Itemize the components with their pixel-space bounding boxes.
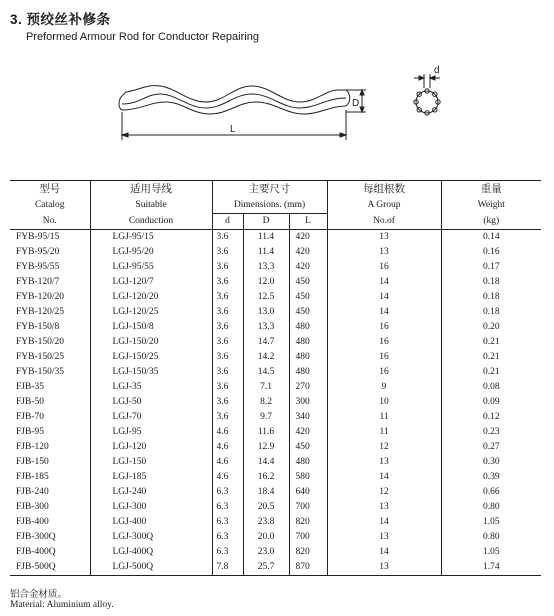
col-suitable-en2: Conduction bbox=[90, 214, 212, 230]
cell-D: 13.3 bbox=[243, 260, 289, 275]
cell-d: 4.6 bbox=[212, 440, 243, 455]
cell-suitable: LGJ-95/55 bbox=[90, 260, 212, 275]
cell-d: 3.6 bbox=[212, 380, 243, 395]
col-group-cn: 每组根数 bbox=[327, 181, 441, 199]
cell-d: 6.3 bbox=[212, 500, 243, 515]
cell-group: 16 bbox=[327, 365, 441, 380]
cell-L: 700 bbox=[289, 500, 327, 515]
cell-catalog: FJB-300Q bbox=[10, 530, 90, 545]
cell-D: 8.2 bbox=[243, 395, 289, 410]
cell-suitable: LGJ-240 bbox=[90, 485, 212, 500]
col-weight-cn: 重量 bbox=[441, 181, 541, 199]
table-row bbox=[10, 350, 541, 365]
table-row bbox=[10, 410, 541, 425]
cell-L: 450 bbox=[289, 305, 327, 320]
cell-weight: 1.05 bbox=[482, 547, 500, 557]
cell-catalog: FYB-120/20 bbox=[10, 290, 90, 305]
col-suitable-cn: 适用导线 bbox=[90, 181, 212, 199]
armour-rod-drawing bbox=[0, 60, 554, 160]
cell-weight: 0.18 bbox=[482, 277, 500, 287]
cell-weight: 0.80 bbox=[482, 502, 500, 512]
cell-L: 270 bbox=[289, 380, 327, 395]
cell-weight: 0.14 bbox=[482, 232, 500, 242]
cell-L: 820 bbox=[289, 515, 327, 530]
cell-catalog: FYB-95/55 bbox=[10, 260, 90, 275]
cell-catalog: FJB-50 bbox=[10, 395, 90, 410]
cell-D: 20.0 bbox=[243, 530, 289, 545]
cell-L: 450 bbox=[289, 440, 327, 455]
table-row bbox=[10, 335, 541, 350]
cell-suitable: LGJ-400Q bbox=[90, 545, 212, 560]
cell-suitable: LGJ-120/7 bbox=[90, 275, 212, 290]
cell-suitable: LGJ-150/25 bbox=[90, 350, 212, 365]
cell-d: 3.6 bbox=[212, 230, 243, 246]
cell-D: 11.4 bbox=[243, 245, 289, 260]
cell-D: 12.9 bbox=[243, 440, 289, 455]
cell-suitable: LGJ-500Q bbox=[90, 560, 212, 576]
cell-D: 18.4 bbox=[243, 485, 289, 500]
cell-D: 9.7 bbox=[243, 410, 289, 425]
cell-group: 14 bbox=[327, 290, 441, 305]
cell-d: 3.6 bbox=[212, 260, 243, 275]
cell-group: 14 bbox=[327, 305, 441, 320]
cell-suitable: LGJ-120/20 bbox=[90, 290, 212, 305]
col-dim-D: D bbox=[243, 214, 289, 230]
table-row bbox=[10, 230, 541, 246]
cell-D: 23.0 bbox=[243, 545, 289, 560]
cell-D: 20.5 bbox=[243, 500, 289, 515]
cell-d: 3.6 bbox=[212, 320, 243, 335]
cell-D: 14.5 bbox=[243, 365, 289, 380]
table-row bbox=[10, 365, 541, 380]
cell-weight: 0.17 bbox=[482, 262, 500, 272]
cell-weight: 0.18 bbox=[482, 307, 500, 317]
table-row bbox=[10, 455, 541, 470]
cell-catalog: FYB-150/35 bbox=[10, 365, 90, 380]
cell-group: 14 bbox=[327, 515, 441, 530]
cell-D: 14.4 bbox=[243, 455, 289, 470]
cell-weight: 0.23 bbox=[482, 427, 500, 437]
cell-weight: 0.16 bbox=[482, 247, 500, 257]
table-row bbox=[10, 425, 541, 440]
table-row bbox=[10, 380, 541, 395]
col-group-en: A Group bbox=[327, 198, 441, 214]
cell-D: 23.8 bbox=[243, 515, 289, 530]
cell-L: 820 bbox=[289, 545, 327, 560]
col-weight-en2: (kg) bbox=[441, 214, 541, 230]
cell-L: 450 bbox=[289, 290, 327, 305]
table-row bbox=[10, 440, 541, 455]
cell-suitable: LGJ-95/15 bbox=[90, 230, 212, 246]
cell-L: 480 bbox=[289, 350, 327, 365]
cell-weight: 1.05 bbox=[482, 517, 500, 527]
table-row bbox=[10, 515, 541, 530]
rod-right-end bbox=[346, 90, 350, 106]
rod-wave-inner bbox=[122, 94, 346, 108]
col-dim-L: L bbox=[289, 214, 327, 230]
cell-catalog: FJB-400 bbox=[10, 515, 90, 530]
table-row bbox=[10, 305, 541, 320]
cell-L: 450 bbox=[289, 275, 327, 290]
cell-L: 480 bbox=[289, 320, 327, 335]
cell-L: 420 bbox=[289, 260, 327, 275]
cell-group: 16 bbox=[327, 260, 441, 275]
cell-catalog: FJB-240 bbox=[10, 485, 90, 500]
cell-group: 16 bbox=[327, 320, 441, 335]
rod-lower-edge bbox=[122, 102, 346, 114]
cell-group: 16 bbox=[327, 350, 441, 365]
cell-group: 10 bbox=[327, 395, 441, 410]
cell-suitable: LGJ-120/25 bbox=[90, 305, 212, 320]
section-subtitle: Preformed Armour Rod for Conductor Repairing bbox=[26, 31, 259, 43]
cell-catalog: FYB-150/8 bbox=[10, 320, 90, 335]
cell-weight: 0.09 bbox=[482, 397, 500, 407]
table-row bbox=[10, 395, 541, 410]
col-catalog-cn: 型号 bbox=[10, 181, 90, 199]
cell-catalog: FYB-120/25 bbox=[10, 305, 90, 320]
cell-D: 13.3 bbox=[243, 320, 289, 335]
cell-d: 6.3 bbox=[212, 515, 243, 530]
cell-weight: 0.12 bbox=[482, 412, 500, 422]
cell-d: 3.6 bbox=[212, 335, 243, 350]
cell-suitable: LGJ-95/20 bbox=[90, 245, 212, 260]
cell-suitable: LGJ-120 bbox=[90, 440, 212, 455]
col-group-en2: No.of bbox=[327, 214, 441, 230]
cell-group: 13 bbox=[327, 230, 441, 246]
cell-d: 6.3 bbox=[212, 545, 243, 560]
cell-suitable: LGJ-150/20 bbox=[90, 335, 212, 350]
cell-suitable: LGJ-150/8 bbox=[90, 320, 212, 335]
col-dimensions-en: Dimensions. (mm) bbox=[212, 198, 327, 214]
table-row bbox=[10, 260, 541, 275]
cell-suitable: LGJ-300Q bbox=[90, 530, 212, 545]
cell-d: 7.8 bbox=[212, 560, 243, 576]
section-title: 3. 预绞丝补修条 bbox=[10, 12, 111, 27]
cell-d: 4.6 bbox=[212, 455, 243, 470]
label-D: D bbox=[352, 98, 360, 109]
cell-d: 3.6 bbox=[212, 365, 243, 380]
cell-L: 420 bbox=[289, 245, 327, 260]
cell-weight: 0.27 bbox=[482, 442, 500, 452]
label-L: L bbox=[230, 124, 236, 135]
cell-weight: 0.66 bbox=[482, 487, 500, 497]
cell-suitable: LGJ-150 bbox=[90, 455, 212, 470]
cell-suitable: LGJ-50 bbox=[90, 395, 212, 410]
table-row bbox=[10, 275, 541, 290]
cell-weight: 0.18 bbox=[482, 292, 500, 302]
col-dimensions-cn: 主要尺寸 bbox=[212, 181, 327, 199]
cell-L: 420 bbox=[289, 230, 327, 246]
cell-d: 6.3 bbox=[212, 530, 243, 545]
cell-D: 13.0 bbox=[243, 305, 289, 320]
cell-catalog: FJB-95 bbox=[10, 425, 90, 440]
col-suitable-en: Suitable bbox=[90, 198, 212, 214]
cell-L: 870 bbox=[289, 560, 327, 576]
cell-group: 14 bbox=[327, 275, 441, 290]
cell-D: 14.2 bbox=[243, 350, 289, 365]
cell-suitable: LGJ-95 bbox=[90, 425, 212, 440]
cell-weight: 0.21 bbox=[482, 367, 500, 377]
label-d: d bbox=[434, 65, 440, 76]
cell-suitable: LGJ-150/35 bbox=[90, 365, 212, 380]
cell-d: 6.3 bbox=[212, 485, 243, 500]
col-dim-d: d bbox=[212, 214, 243, 230]
cell-D: 16.2 bbox=[243, 470, 289, 485]
cell-catalog: FYB-120/7 bbox=[10, 275, 90, 290]
cell-group: 11 bbox=[327, 425, 441, 440]
cell-catalog: FYB-150/25 bbox=[10, 350, 90, 365]
cell-d: 3.6 bbox=[212, 410, 243, 425]
table-row bbox=[10, 545, 541, 560]
cell-catalog: FJB-150 bbox=[10, 455, 90, 470]
cell-d: 3.6 bbox=[212, 395, 243, 410]
cell-group: 12 bbox=[327, 485, 441, 500]
spec-table bbox=[10, 180, 541, 576]
cell-L: 340 bbox=[289, 410, 327, 425]
cell-group: 11 bbox=[327, 410, 441, 425]
cell-D: 11.4 bbox=[243, 230, 289, 246]
cell-group: 14 bbox=[327, 470, 441, 485]
table-row bbox=[10, 290, 541, 305]
cell-D: 14.7 bbox=[243, 335, 289, 350]
cell-L: 640 bbox=[289, 485, 327, 500]
cell-catalog: FJB-70 bbox=[10, 410, 90, 425]
cell-D: 12.5 bbox=[243, 290, 289, 305]
cell-catalog: FYB-95/20 bbox=[10, 245, 90, 260]
cell-D: 11.6 bbox=[243, 425, 289, 440]
col-weight-en: Weight bbox=[477, 200, 505, 211]
cell-catalog: FJB-35 bbox=[10, 380, 90, 395]
cell-L: 300 bbox=[289, 395, 327, 410]
cell-d: 3.6 bbox=[212, 305, 243, 320]
cell-suitable: LGJ-35 bbox=[90, 380, 212, 395]
cell-suitable: LGJ-70 bbox=[90, 410, 212, 425]
col-catalog-en2: No. bbox=[10, 214, 90, 230]
cell-group: 9 bbox=[327, 380, 441, 395]
footnote-material-cn: 铝合金材质。 bbox=[10, 590, 68, 600]
table-row bbox=[10, 485, 541, 500]
cell-d: 3.6 bbox=[212, 245, 243, 260]
cell-catalog: FJB-400Q bbox=[10, 545, 90, 560]
rod-left-end bbox=[119, 96, 122, 110]
col-catalog-en: Catalog bbox=[10, 198, 90, 214]
cell-d: 4.6 bbox=[212, 470, 243, 485]
cell-D: 12.0 bbox=[243, 275, 289, 290]
cell-weight: 0.20 bbox=[482, 322, 500, 332]
cross-section-icon bbox=[416, 91, 438, 113]
cell-d: 4.6 bbox=[212, 425, 243, 440]
cell-L: 480 bbox=[289, 365, 327, 380]
cell-weight: 0.08 bbox=[482, 382, 500, 392]
cell-L: 480 bbox=[289, 335, 327, 350]
cell-d: 3.6 bbox=[212, 350, 243, 365]
cell-group: 13 bbox=[327, 455, 441, 470]
cell-group: 16 bbox=[327, 335, 441, 350]
table-row bbox=[10, 470, 541, 485]
cell-weight: 0.21 bbox=[482, 352, 500, 362]
table-row bbox=[10, 320, 541, 335]
cell-group: 13 bbox=[327, 500, 441, 515]
cell-suitable: LGJ-185 bbox=[90, 470, 212, 485]
table-row bbox=[10, 530, 541, 545]
table-row bbox=[10, 560, 541, 576]
cell-group: 14 bbox=[327, 545, 441, 560]
cell-catalog: FJB-500Q bbox=[10, 560, 90, 576]
cell-catalog: FJB-185 bbox=[10, 470, 90, 485]
cell-catalog: FJB-120 bbox=[10, 440, 90, 455]
cell-group: 12 bbox=[327, 440, 441, 455]
cell-d: 3.6 bbox=[212, 290, 243, 305]
cell-weight: 1.74 bbox=[441, 560, 541, 576]
cell-L: 580 bbox=[289, 470, 327, 485]
cell-D: 25.7 bbox=[243, 560, 289, 576]
cell-group: 13 bbox=[327, 560, 441, 576]
cell-d: 3.6 bbox=[212, 275, 243, 290]
footnote-material-en: Material: Aluminium alloy. bbox=[10, 600, 114, 610]
rod-upper-edge bbox=[122, 86, 346, 102]
cell-L: 420 bbox=[289, 425, 327, 440]
cell-catalog: FYB-150/20 bbox=[10, 335, 90, 350]
cell-L: 480 bbox=[289, 455, 327, 470]
cell-weight: 0.39 bbox=[482, 472, 500, 482]
cell-group: 13 bbox=[327, 245, 441, 260]
cell-suitable: LGJ-400 bbox=[90, 515, 212, 530]
cell-suitable: LGJ-300 bbox=[90, 500, 212, 515]
cell-D: 7.1 bbox=[243, 380, 289, 395]
table-row bbox=[10, 245, 541, 260]
cell-L: 700 bbox=[289, 530, 327, 545]
cell-weight: 0.30 bbox=[482, 457, 500, 467]
table-row bbox=[10, 500, 541, 515]
cell-weight: 0.21 bbox=[482, 337, 500, 347]
cell-group: 13 bbox=[327, 530, 441, 545]
cell-catalog: FYB-95/15 bbox=[10, 230, 90, 246]
cell-weight: 0.80 bbox=[482, 532, 500, 542]
cell-catalog: FJB-300 bbox=[10, 500, 90, 515]
